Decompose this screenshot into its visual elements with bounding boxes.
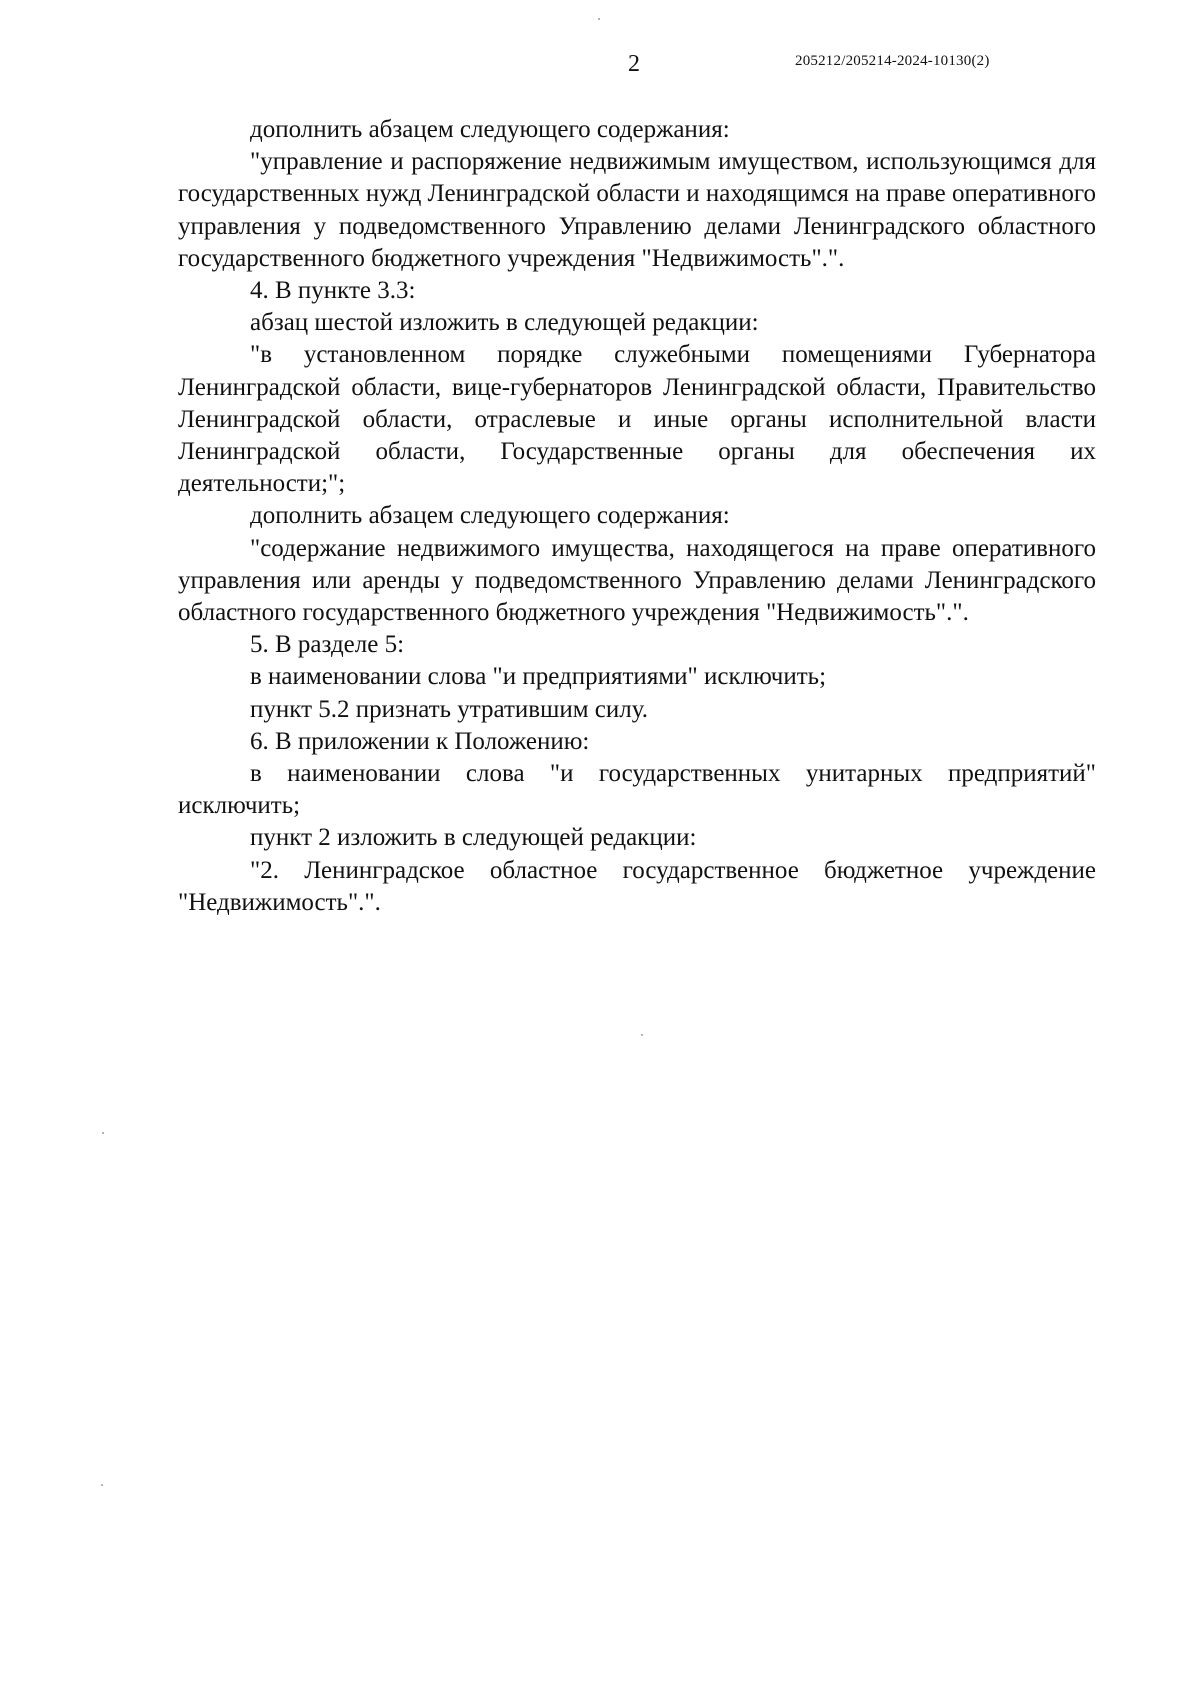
paragraph: "в установленном порядке служебными помещениями Губернатора Ленинградской области, вице-губернаторов Ленинградской области, Правительство Ленинградской области, отраслевые и иные органы исполнительной власти Ленинградской области, Государственные органы для обеспечения их деятельности;"; bbox=[178, 341, 1096, 498]
paragraph: в наименовании слова "и предприятиями" исключить; bbox=[250, 663, 827, 691]
paragraph: абзац шестой изложить в следующей редакции: bbox=[250, 309, 759, 337]
paragraph: "2. Ленинградское областное государственное бюджетное учреждение "Недвижимость".". bbox=[178, 856, 1096, 916]
paragraph: пункт 5.2 признать утратившим силу. bbox=[250, 695, 648, 723]
document-code: 205212/205214-2024-10130(2) bbox=[795, 53, 990, 69]
scan-speck bbox=[102, 1132, 104, 1134]
paragraph: 4. В пункте 3.3: bbox=[250, 277, 416, 305]
document-body bbox=[178, 114, 1096, 919]
scan-speck bbox=[598, 18, 600, 20]
paragraph: 6. В приложении к Положению: bbox=[250, 727, 590, 755]
paragraph: "содержание недвижимого имущества, находящегося на праве оперативного управления или аренды у подведомственного Управлению делами Ленинградского областного государственного бюджетного учреждения "Недвижимость".". bbox=[178, 534, 1096, 627]
paragraph: в наименовании слова "и государственных унитарных предприятий" исключить; bbox=[178, 760, 1096, 820]
page-number: 2 bbox=[628, 51, 640, 77]
paragraph: дополнить абзацем следующего содержания: bbox=[250, 116, 730, 143]
scan-speck bbox=[641, 1034, 643, 1036]
paragraph: дополнить абзацем следующего содержания: bbox=[250, 502, 730, 530]
paragraph: 5. В разделе 5: bbox=[250, 631, 405, 659]
paragraph: "управление и распоряжение недвижимым имуществом, использующимся для государственных нужд Ленинградской области и находящимся на праве оперативного управления у подведомственного Управлению делами Ленинградского областного государственного бюджетного учреждения "Недвижимость".". bbox=[178, 148, 1096, 272]
scan-speck bbox=[101, 1484, 103, 1486]
paragraph: пункт 2 изложить в следующей редакции: bbox=[250, 824, 697, 852]
